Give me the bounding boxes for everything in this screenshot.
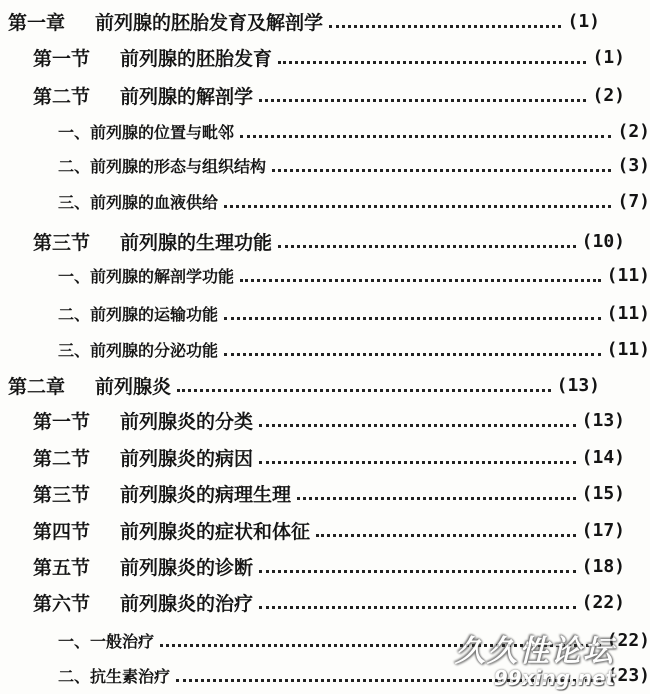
- toc-entry-title: 前列腺的运输功能: [90, 304, 219, 324]
- toc-entry-number: 一、: [58, 631, 91, 651]
- toc-entry-title: 前列腺炎的诊断: [120, 556, 254, 579]
- toc-entry-title: 前列腺炎: [95, 375, 172, 398]
- dot-leader: [272, 167, 611, 172]
- toc-entry-page: (1): [592, 46, 625, 68]
- dot-leader: [224, 315, 601, 320]
- toc-entry-page: (7): [617, 190, 650, 212]
- toc-entry: [0, 478, 625, 508]
- toc-entry-title: 前列腺的解剖学: [120, 85, 254, 108]
- toc-entry-number: 二、: [58, 304, 91, 324]
- toc-entry-title: 前列腺的胚胎发育: [120, 47, 273, 70]
- toc-entry-page: (22): [581, 591, 625, 613]
- toc-entry-page: (1): [567, 10, 600, 32]
- toc-entry-page: (11): [606, 302, 650, 324]
- toc-entry-title: 前列腺的胚胎发育及解剖学: [95, 11, 324, 34]
- dot-leader: [259, 459, 576, 464]
- toc-entry-page: (14): [581, 446, 625, 468]
- dot-leader: [278, 59, 586, 64]
- dot-leader: [259, 97, 586, 102]
- toc-entry-number: 一、: [58, 122, 91, 142]
- toc-entry: [0, 405, 625, 435]
- toc-entry-number: 二、: [58, 666, 91, 686]
- dot-leader: [177, 387, 551, 392]
- toc-entry-page: (11): [606, 264, 650, 286]
- toc-entry-number: 三、: [58, 340, 91, 360]
- toc-entry-page: (18): [581, 555, 625, 577]
- dot-leader: [240, 133, 611, 138]
- toc-entry-title: 前列腺的生理功能: [120, 231, 273, 254]
- watermark-title: 久久性论坛: [455, 634, 615, 669]
- toc-entry-title: 前列腺炎的病理生理: [120, 483, 292, 506]
- toc-entry-title: 抗生素治疗: [90, 666, 171, 686]
- toc-entry: [0, 80, 625, 110]
- toc-entry-number: 第一节: [33, 410, 91, 433]
- toc-entry-title: 前列腺炎的分类: [120, 410, 254, 433]
- toc-entry-title: 一般治疗: [90, 631, 155, 651]
- toc-entry: [0, 298, 650, 328]
- toc-entry: [0, 370, 600, 400]
- toc-entry: [0, 6, 600, 36]
- toc-entry-page: (3): [617, 154, 650, 176]
- toc-entry-number: 二、: [58, 156, 91, 176]
- toc-entry-page: (23): [606, 664, 650, 686]
- toc-entry: [0, 116, 650, 146]
- toc-entry: [0, 442, 625, 472]
- dot-leader: [278, 243, 576, 248]
- toc-entry-page: (2): [617, 120, 650, 142]
- toc-entry-page: (13): [556, 374, 600, 396]
- toc-entry-title: 前列腺的分泌功能: [90, 340, 219, 360]
- dot-leader: [329, 23, 561, 28]
- toc-entry-number: 第四节: [33, 520, 91, 543]
- toc-entry-title: 前列腺炎的症状和体征: [120, 520, 311, 543]
- toc-entry-page: (13): [581, 409, 625, 431]
- dot-leader: [316, 532, 576, 537]
- toc-entry-page: (22): [606, 629, 650, 651]
- toc-entry-page: (2): [592, 84, 625, 106]
- toc-entry-title: 前列腺的形态与组织结构: [90, 156, 267, 176]
- dot-leader: [240, 277, 601, 282]
- toc-entry-page: (15): [581, 482, 625, 504]
- toc-entry: [0, 226, 625, 256]
- watermark-url: 99xing.net: [493, 666, 615, 690]
- toc-entry-title: 前列腺的解剖学功能: [90, 266, 235, 286]
- watermark-logo: [415, 626, 615, 690]
- toc-entry-number: 第二节: [33, 85, 91, 108]
- toc-entry-number: 第三节: [33, 483, 91, 506]
- toc-entry-title: 前列腺的血液供给: [90, 192, 219, 212]
- toc-entry-page: (10): [581, 230, 625, 252]
- toc-entry-number: 第五节: [33, 556, 91, 579]
- toc-entry: [0, 551, 625, 581]
- dot-leader: [259, 568, 576, 573]
- toc-entry: [0, 260, 650, 290]
- toc-entry: [0, 150, 650, 180]
- toc-entry: [0, 334, 650, 364]
- toc-entry: [0, 515, 625, 545]
- toc-entry-title: 前列腺的位置与毗邻: [90, 122, 235, 142]
- toc-entry-number: 一、: [58, 266, 91, 286]
- toc-entry-page: (17): [581, 519, 625, 541]
- toc-entry-title: 前列腺炎的治疗: [120, 592, 254, 615]
- toc-entry-number: 第三节: [33, 231, 91, 254]
- toc-entry-number: 第一章: [8, 11, 66, 34]
- toc-entry: [0, 587, 625, 617]
- dot-leader: [297, 495, 576, 500]
- toc-entry-number: 三、: [58, 192, 91, 212]
- toc-entry-number: 第一节: [33, 47, 91, 70]
- toc-entry-title: 前列腺炎的病因: [120, 447, 254, 470]
- toc-entry-page: (11): [606, 338, 650, 360]
- toc-entry: [0, 186, 650, 216]
- toc-entry-number: 第二章: [8, 375, 66, 398]
- toc-entry: [0, 42, 625, 72]
- toc-entry-number: 第二节: [33, 447, 91, 470]
- dot-leader: [259, 604, 576, 609]
- dot-leader: [224, 351, 601, 356]
- dot-leader: [259, 422, 576, 427]
- toc-entry-number: 第六节: [33, 592, 91, 615]
- dot-leader: [224, 203, 611, 208]
